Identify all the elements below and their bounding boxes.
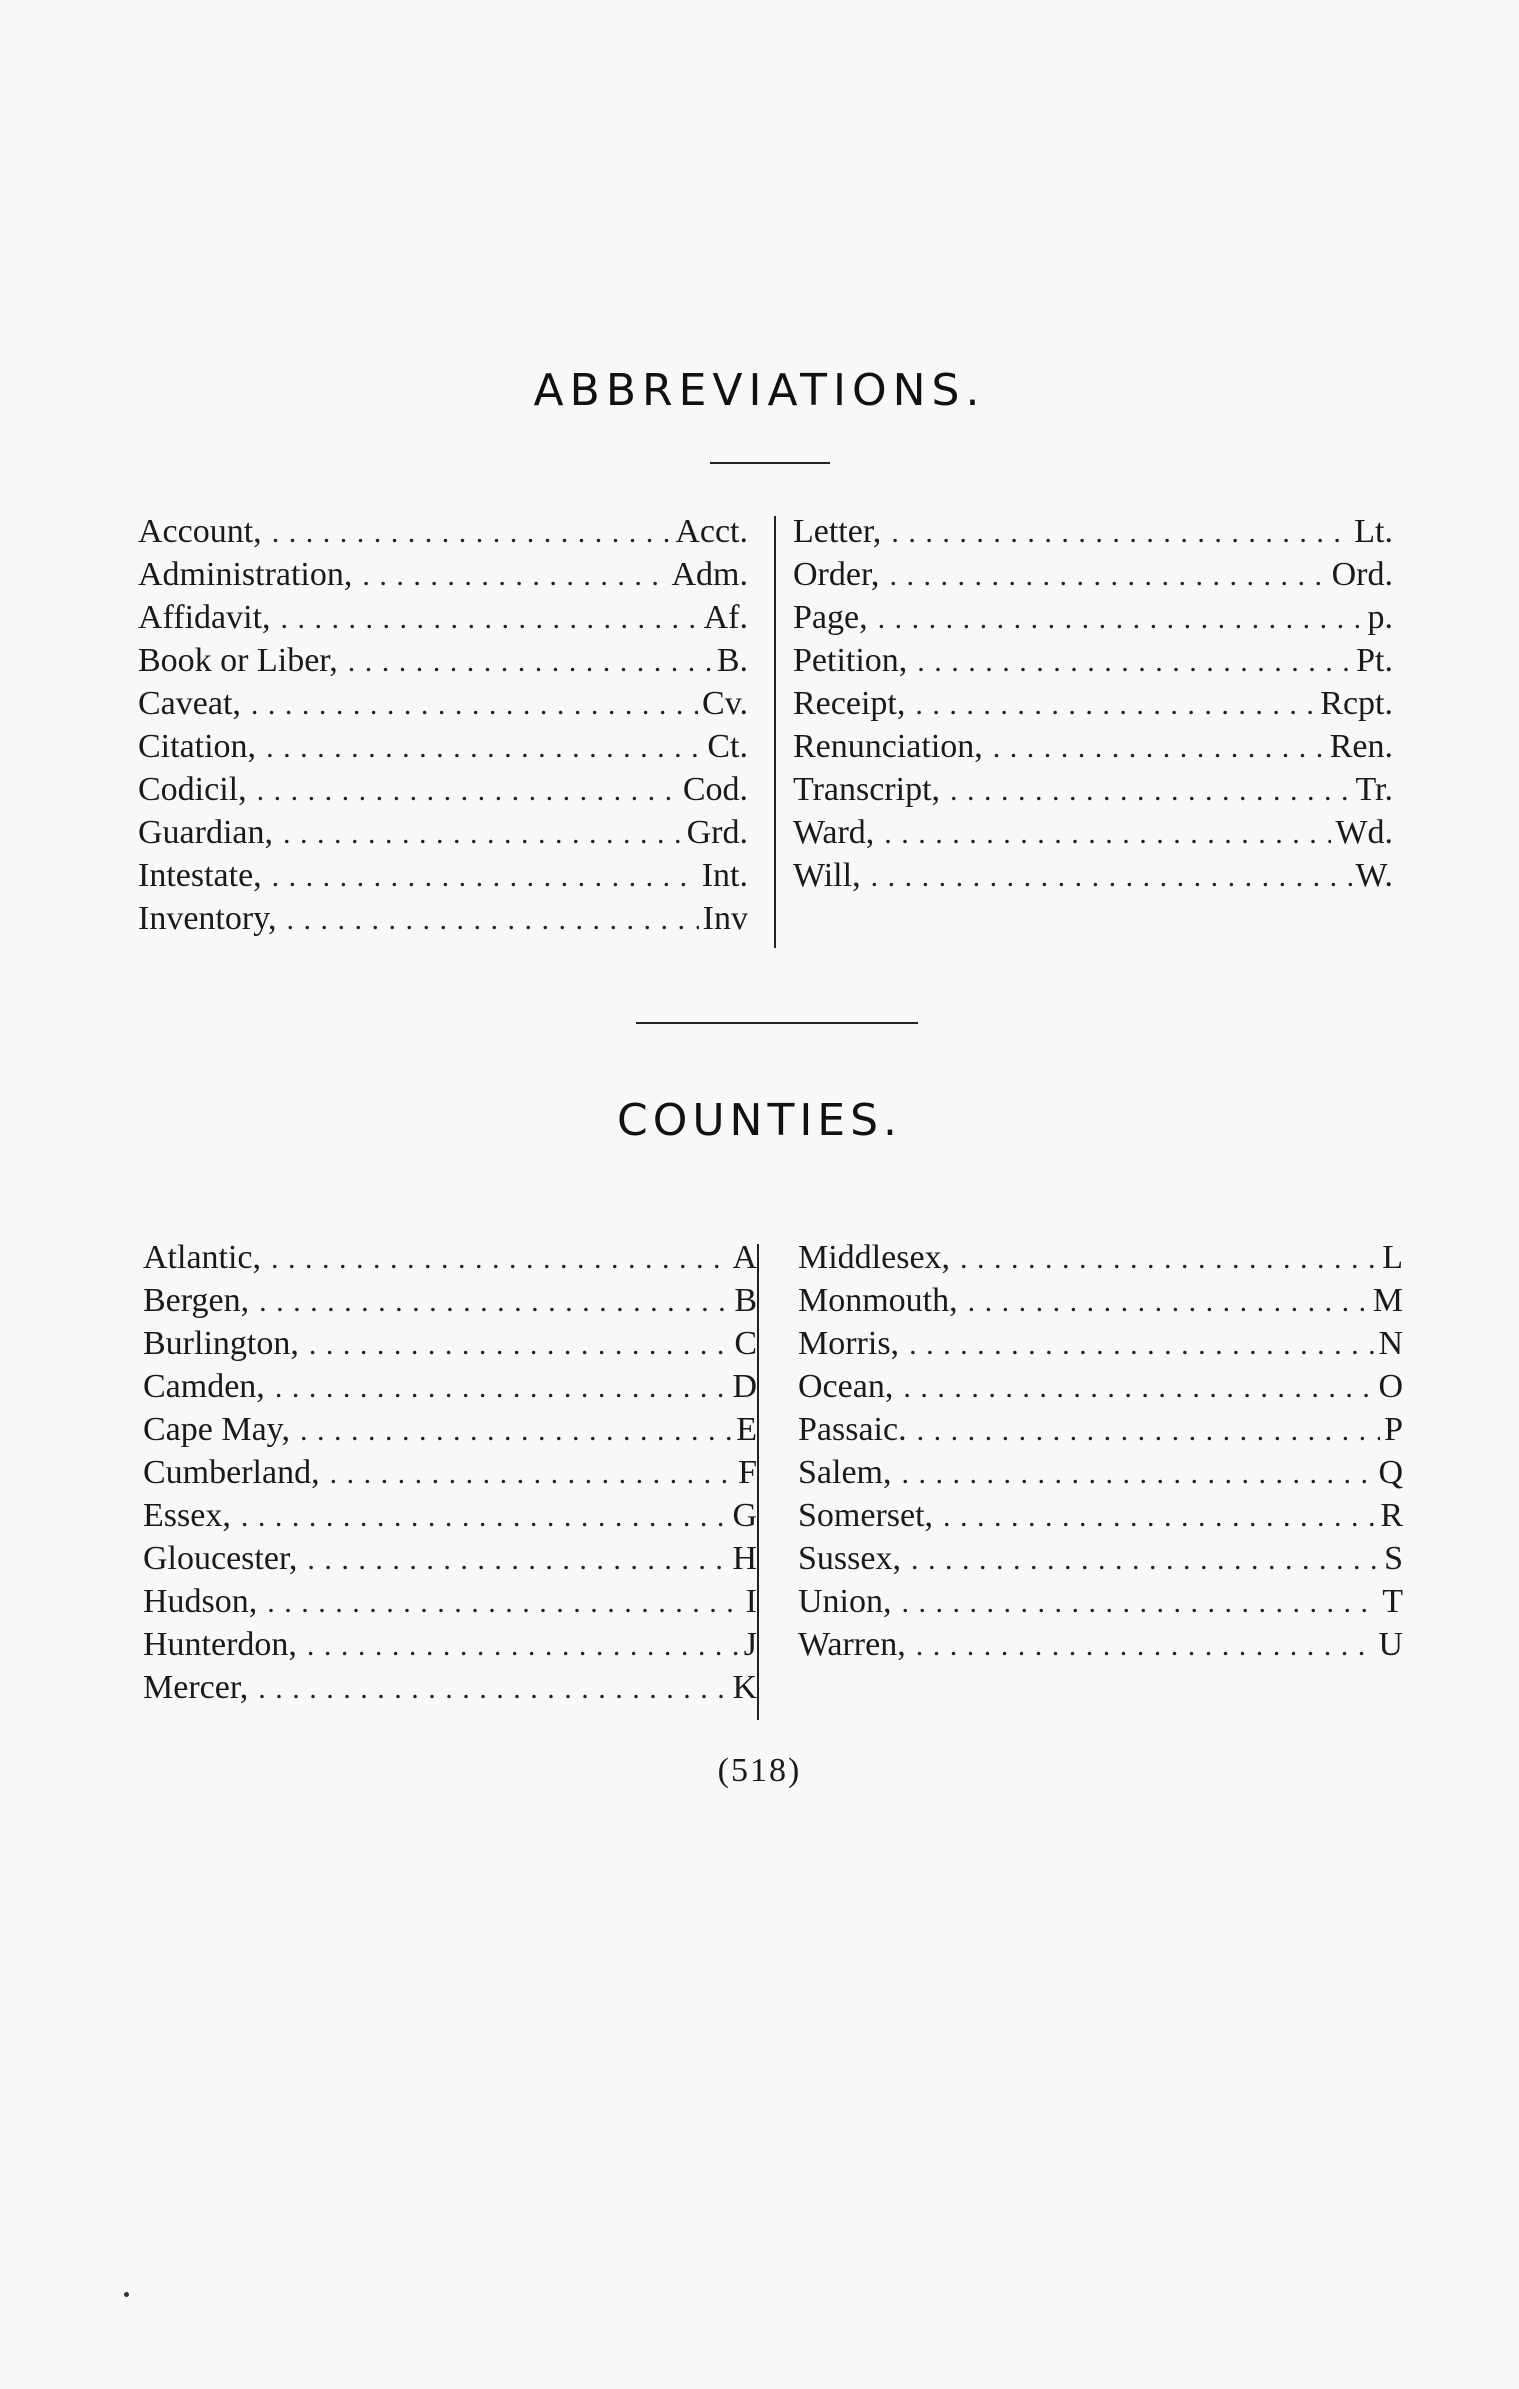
- abbreviation-row-value: Wd.: [1335, 814, 1393, 851]
- dot-leader: [916, 1624, 1375, 1667]
- abbreviation-row-value: Ren.: [1329, 728, 1393, 765]
- abbreviation-row: [138, 897, 748, 940]
- dot-leader: [271, 1237, 728, 1280]
- county-row-term: Hudson,: [143, 1583, 258, 1620]
- county-row-term: Salem,: [798, 1454, 892, 1491]
- abbreviation-row-term: Account,: [138, 513, 262, 550]
- county-row: [798, 1451, 1403, 1494]
- dot-leader: [241, 1495, 729, 1538]
- abbreviation-row: [138, 510, 748, 553]
- dot-leader: [362, 554, 667, 597]
- county-row-value: S: [1384, 1540, 1403, 1577]
- abbreviation-row-value: Lt.: [1354, 513, 1393, 550]
- dot-leader: [307, 1538, 728, 1581]
- county-row: [143, 1666, 757, 1709]
- abbreviation-row-term: Intestate,: [138, 857, 262, 894]
- abbreviation-row-term: Affidavit,: [138, 599, 271, 636]
- abbreviation-row: [138, 854, 748, 897]
- county-row-value: Q: [1378, 1454, 1403, 1491]
- county-row-term: Essex,: [143, 1497, 231, 1534]
- counties-title: COUNTIES.: [616, 1095, 903, 1146]
- county-row: [798, 1494, 1403, 1537]
- county-row: [798, 1537, 1403, 1580]
- county-row: [798, 1279, 1403, 1322]
- county-row-value: N: [1378, 1325, 1403, 1362]
- county-row-value: C: [734, 1325, 757, 1362]
- county-row-value: A: [732, 1239, 757, 1276]
- abbreviation-row-term: Page,: [793, 599, 868, 636]
- county-row: [143, 1494, 757, 1537]
- dot-leader: [307, 1624, 740, 1667]
- county-row: [143, 1279, 757, 1322]
- county-row-term: Ocean,: [798, 1368, 894, 1405]
- abbreviation-row: [793, 510, 1393, 553]
- abbreviation-row-term: Transcript,: [793, 771, 941, 808]
- county-row-term: Bergen,: [143, 1282, 250, 1319]
- counties-left-column: [143, 1236, 757, 1709]
- abbreviation-row-term: Guardian,: [138, 814, 274, 851]
- abbreviation-row-value: B.: [716, 642, 748, 679]
- dot-leader: [272, 855, 698, 898]
- county-row: [798, 1322, 1403, 1365]
- county-row-value: T: [1382, 1583, 1403, 1620]
- abbreviation-row: [138, 596, 748, 639]
- county-row: [143, 1236, 757, 1279]
- abbreviation-row-term: Receipt,: [793, 685, 906, 722]
- abbreviation-row: [793, 639, 1393, 682]
- abbreviation-row-term: Petition,: [793, 642, 908, 679]
- abbreviation-row-value: Ct.: [707, 728, 748, 765]
- dot-leader: [309, 1323, 730, 1366]
- county-row-term: Middlesex,: [798, 1239, 951, 1276]
- county-row-value: B: [734, 1282, 757, 1319]
- dot-leader: [258, 1667, 728, 1710]
- county-row-term: Gloucester,: [143, 1540, 298, 1577]
- dot-leader: [257, 769, 679, 812]
- dot-leader: [909, 1323, 1374, 1366]
- county-row-value: M: [1372, 1282, 1403, 1319]
- abbreviation-row-term: Letter,: [793, 513, 882, 550]
- county-row-value: E: [736, 1411, 757, 1448]
- abbreviation-row-value: Inv: [702, 900, 748, 937]
- title-rule: [710, 462, 830, 464]
- county-row: [143, 1451, 757, 1494]
- abbreviation-row-term: Citation,: [138, 728, 257, 765]
- county-row-value: P: [1384, 1411, 1403, 1448]
- county-row-term: Monmouth,: [798, 1282, 958, 1319]
- county-row-term: Warren,: [798, 1626, 906, 1663]
- county-row: [143, 1365, 757, 1408]
- county-row-value: L: [1382, 1239, 1403, 1276]
- section-rule: [636, 1022, 918, 1024]
- county-row-value: G: [732, 1497, 757, 1534]
- dot-leader: [266, 726, 703, 769]
- abbreviation-row: [138, 682, 748, 725]
- abbreviations-left-column: [138, 510, 748, 940]
- abbreviation-row-value: Af.: [703, 599, 748, 636]
- county-row-term: Mercer,: [143, 1669, 249, 1706]
- abbreviation-row: [793, 768, 1393, 811]
- abbreviation-row-value: Rcpt.: [1320, 685, 1393, 722]
- dot-leader: [348, 640, 713, 683]
- county-row-term: Hunterdon,: [143, 1626, 297, 1663]
- county-row: [798, 1236, 1403, 1279]
- county-row-term: Sussex,: [798, 1540, 901, 1577]
- county-row-value: F: [738, 1454, 757, 1491]
- abbreviation-row: [793, 725, 1393, 768]
- county-row: [798, 1580, 1403, 1623]
- counties-right-column: [798, 1236, 1403, 1666]
- county-row-value: U: [1378, 1626, 1403, 1663]
- column-divider: [757, 1244, 759, 1720]
- abbreviation-row-value: Adm.: [671, 556, 748, 593]
- abbreviation-row-value: Grd.: [686, 814, 748, 851]
- county-row: [143, 1408, 757, 1451]
- dot-leader: [917, 1409, 1380, 1452]
- abbreviation-row-value: Int.: [701, 857, 748, 894]
- abbreviation-row: [138, 725, 748, 768]
- dot-leader: [891, 511, 1350, 554]
- county-row: [798, 1408, 1403, 1451]
- dot-leader: [903, 1366, 1374, 1409]
- county-row-value: I: [745, 1583, 757, 1620]
- county-row-value: H: [732, 1540, 757, 1577]
- county-row-term: Camden,: [143, 1368, 265, 1405]
- abbreviation-row-term: Book or Liber,: [138, 642, 338, 679]
- county-row-value: R: [1380, 1497, 1403, 1534]
- abbreviation-row: [793, 553, 1393, 596]
- abbreviation-row: [138, 811, 748, 854]
- dot-leader: [960, 1237, 1378, 1280]
- abbreviation-row-term: Renunciation,: [793, 728, 983, 765]
- dot-leader: [950, 769, 1351, 812]
- county-row: [143, 1623, 757, 1666]
- abbreviations-right-column: [793, 510, 1393, 897]
- abbreviation-row-value: Cv.: [702, 685, 748, 722]
- dot-leader: [943, 1495, 1376, 1538]
- abbreviations-title: ABBREVIATIONS.: [533, 365, 986, 416]
- county-row-value: D: [732, 1368, 757, 1405]
- dot-leader: [251, 683, 698, 726]
- county-row-value: K: [732, 1669, 757, 1706]
- county-row-value: J: [743, 1626, 757, 1663]
- dot-leader: [911, 1538, 1380, 1581]
- dot-leader: [300, 1409, 732, 1452]
- abbreviation-row-value: Ord.: [1331, 556, 1393, 593]
- dot-leader: [915, 683, 1316, 726]
- abbreviation-row-term: Caveat,: [138, 685, 241, 722]
- abbreviation-row-value: Acct.: [675, 513, 748, 550]
- county-row-term: Somerset,: [798, 1497, 934, 1534]
- abbreviation-row-term: Will,: [793, 857, 861, 894]
- abbreviation-row: [793, 596, 1393, 639]
- county-row: [798, 1623, 1403, 1666]
- dot-leader: [871, 855, 1352, 898]
- county-row-term: Burlington,: [143, 1325, 299, 1362]
- dot-leader: [884, 812, 1331, 855]
- page-number: (518): [717, 1752, 802, 1789]
- abbreviation-row: [138, 553, 748, 596]
- dot-leader: [993, 726, 1326, 769]
- abbreviation-row-term: Codicil,: [138, 771, 247, 808]
- abbreviation-row: [793, 682, 1393, 725]
- county-row-term: Union,: [798, 1583, 892, 1620]
- dot-leader: [259, 1280, 730, 1323]
- county-row: [143, 1580, 757, 1623]
- column-divider: [774, 516, 776, 948]
- abbreviations-table: [138, 510, 1398, 950]
- ink-speck: [124, 2292, 129, 2297]
- dot-leader: [275, 1366, 729, 1409]
- abbreviation-row: [138, 768, 748, 811]
- abbreviation-row-term: Order,: [793, 556, 880, 593]
- dot-leader: [917, 640, 1352, 683]
- counties-table: [143, 1236, 1408, 1716]
- dot-leader: [267, 1581, 741, 1624]
- abbreviation-row: [793, 811, 1393, 854]
- abbreviation-row-value: p.: [1367, 599, 1393, 636]
- county-row: [143, 1537, 757, 1580]
- dot-leader: [283, 812, 683, 855]
- abbreviation-row-value: Cod.: [682, 771, 748, 808]
- abbreviation-row-term: Ward,: [793, 814, 875, 851]
- dot-leader: [889, 554, 1327, 597]
- abbreviation-row-value: W.: [1355, 857, 1393, 894]
- county-row: [143, 1322, 757, 1365]
- dot-leader: [968, 1280, 1369, 1323]
- county-row-term: Passaic.: [798, 1411, 907, 1448]
- dot-leader: [281, 597, 700, 640]
- dot-leader: [901, 1452, 1374, 1495]
- dot-leader: [330, 1452, 735, 1495]
- abbreviation-row-value: Tr.: [1355, 771, 1393, 808]
- dot-leader: [286, 898, 698, 941]
- dot-leader: [902, 1581, 1379, 1624]
- abbreviation-row-term: Inventory,: [138, 900, 277, 937]
- abbreviation-row: [793, 854, 1393, 897]
- county-row: [798, 1365, 1403, 1408]
- county-row-term: Morris,: [798, 1325, 900, 1362]
- abbreviation-row: [138, 639, 748, 682]
- dot-leader: [272, 511, 672, 554]
- dot-leader: [878, 597, 1364, 640]
- county-row-term: Cumberland,: [143, 1454, 320, 1491]
- county-row-term: Atlantic,: [143, 1239, 262, 1276]
- county-row-term: Cape May,: [143, 1411, 290, 1448]
- abbreviation-row-term: Administration,: [138, 556, 353, 593]
- county-row-value: O: [1378, 1368, 1403, 1405]
- abbreviation-row-value: Pt.: [1356, 642, 1393, 679]
